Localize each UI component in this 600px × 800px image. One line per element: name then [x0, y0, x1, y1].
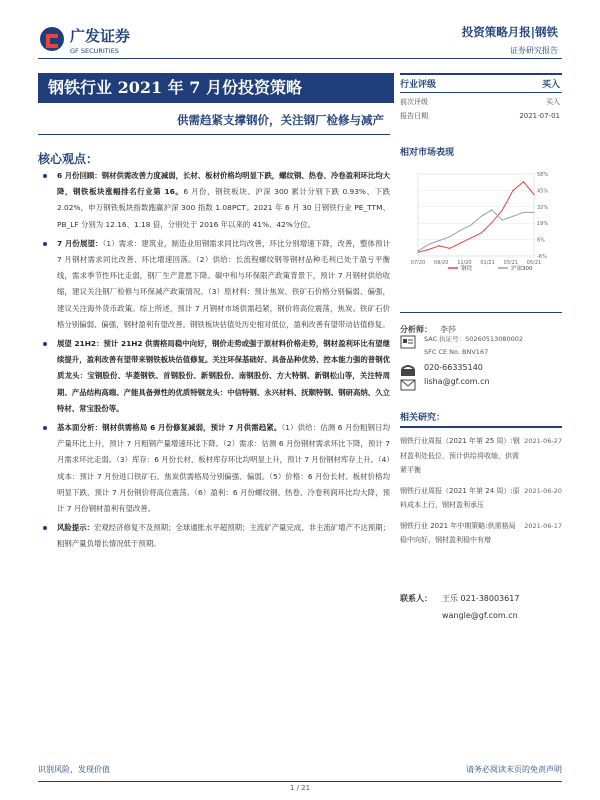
x-tick-label: 05/21: [526, 260, 542, 266]
report-series: 投资策略月报|钢铁: [461, 25, 558, 39]
related-item-text: 钢铁行业周报（2021 年第 25 周）:钢材盈利处低位，预计供给将收缩，供需紧平衡: [400, 437, 520, 474]
related-item[interactable]: [400, 434, 562, 478]
bullet-text: 宏观经济修复不及预期；全球通胀水平超预期；主流矿产量完成、非主流矿增产不达预期；粗钢产量负增长情况低于预期。: [57, 523, 390, 549]
report-subtitle: 供需趋紧支撑钢价，关注钢厂检修与减产: [177, 113, 384, 127]
report-date-value: 2021-07-01: [519, 112, 560, 120]
y-tick-label: 45%: [537, 188, 549, 195]
prev-rating-row: [400, 95, 562, 109]
data-point: [428, 249, 429, 250]
analyst-phone: 020-66335140: [424, 363, 483, 372]
y-tick-label: 32%: [537, 204, 549, 211]
data-point: [460, 230, 461, 231]
rating-details: [400, 95, 562, 123]
contact-email[interactable]: wangle@gf.com.cn: [442, 611, 518, 620]
data-point: [481, 216, 482, 217]
bullet-text: 6 月份，钢铁板块、沪深 300 累计分别下跌 0.93%、下跌 2.02%，申万钢铁板块指数跑赢沪深 300 指数 1.08PCT。2021 年 6 月 30 日钢铁行业 PE_TTM、PB_LF 分别为 12.16、1.18 倍，分别处于 2016 年以来的 41%、42%分位。: [57, 187, 390, 229]
x-tick-label: 09/20: [433, 260, 449, 266]
data-point: [470, 237, 471, 238]
data-point: [438, 240, 439, 241]
y-tick-label: -6%: [537, 254, 547, 260]
data-point: [417, 252, 418, 253]
data-point: [533, 212, 534, 213]
bullet-item: [38, 336, 390, 417]
analyst-email[interactable]: lisha@gf.com.cn: [424, 377, 490, 386]
related-item-date: 2021-06-17: [524, 521, 562, 530]
related-section: [400, 410, 562, 548]
legend-label: 钢铁: [461, 266, 473, 272]
data-point: [417, 250, 418, 251]
footer-disclaimer: 请务必阅读末页的免责声明: [466, 765, 562, 774]
data-point: [502, 220, 503, 221]
bullet-bold: 7 月份展望：: [57, 238, 103, 248]
bullet-item: [38, 236, 390, 333]
data-point: [491, 209, 492, 210]
footer-rule: [38, 781, 562, 782]
related-item-date: 2021-06-27: [524, 437, 562, 445]
related-item-text: 钢铁行业周报（2021 年第 24 周）:原料成本上行，钢材盈利承压: [400, 486, 520, 509]
rating-value: 买入: [541, 80, 560, 90]
y-tick-label: 19%: [537, 221, 549, 228]
data-point: [438, 245, 439, 246]
bullet-item: [38, 420, 390, 517]
data-point: [533, 194, 534, 195]
report-type: 证券研究报告: [510, 46, 558, 55]
y-tick-label: 6%: [537, 237, 545, 244]
bullet-item: [38, 520, 390, 552]
data-point: [523, 181, 524, 182]
brand-cn: 广发证券: [70, 27, 131, 45]
x-tick-label: 01/21: [480, 260, 495, 266]
core-views-list: [38, 168, 390, 553]
market-title: 相对市场表现: [400, 148, 455, 158]
related-item[interactable]: [400, 519, 562, 548]
x-tick-label: 07/20: [410, 260, 426, 266]
phone-icon: [400, 362, 422, 376]
rating-label: 行业评级: [400, 80, 437, 90]
data-point: [428, 244, 429, 245]
series-line: [418, 210, 534, 251]
title-rule: [38, 134, 390, 135]
related-item-date: 2021-06-20: [524, 486, 562, 495]
y-tick-label: 58%: [537, 172, 549, 178]
header-right: [462, 24, 558, 56]
x-tick-label: 11/20: [457, 260, 472, 266]
data-point: [512, 216, 513, 217]
analyst-name: 李莎: [440, 325, 456, 334]
related-rule: [400, 426, 562, 428]
sfc-id: SFC CE No. BNV167: [424, 348, 489, 356]
data-point: [481, 232, 482, 233]
relative-performance-chart: [408, 168, 558, 272]
report-title: 钢铁行业 2021 年 7 月份投资策略: [38, 73, 394, 103]
data-point: [460, 243, 461, 244]
data-point: [449, 248, 450, 249]
related-title: 相关研究：: [400, 413, 446, 423]
report-date-row: [400, 109, 562, 123]
data-point: [470, 225, 471, 226]
related-item-text: 钢铁行业 2021 年中期策略:供需格局稳中向好，钢材盈利稳中有增: [400, 521, 516, 544]
prev-rating-value: 买入: [546, 98, 560, 106]
bullet-bold: 展望 21H2：预计 21H2 供需格局稳中向好，钢价走势或强于原材料价格走势，钢材盈利环比有望继续提升，盈利改善有望带来钢铁板块估值修复。关注环保基础好、具备品种优势、控本能力强的普钢优质龙头：宝钢股份、华菱钢铁、首钢股份、新钢股份、南钢股份、方大特钢、新钢松山等，关注特周期、产品结构高端、产能具备弹性的优质特钢龙头：中信特钢、永兴材料、抚顺特钢、钢研高纳、久立特材、常宝股份等。: [57, 339, 390, 413]
data-point: [449, 236, 450, 237]
email-icon: [400, 377, 422, 391]
report-date-label: 报告日期: [400, 112, 428, 120]
x-tick-label: 03/21: [503, 260, 519, 266]
prev-rating-label: 前次评级: [400, 98, 428, 106]
bullet-text: （1）需求：建筑业，制造业用钢需求同比均改善，环比分别增速下降，改善，整体预计 7 月钢材需求同比改善、环比增速回落。（2）供给：长流程螺纹钢等钢材品种毛利已处于盈亏平衡线，需求季节性环比走弱，钢厂生产意愿下降。碳中和与环保限产政策背景下，预计 7 月钢材供给收缩，建议关注钢厂检修与环保减产政策情况。（3）原材料：预计焦炭、铁矿石价格分别偏弱、偏强，建议关注海外货币政策。综上所述，预计 7 月钢材市场供需趋紧，钢价将高位震荡，焦炭、铁矿石价格分别偏弱、偏强，钢材盈利有望改善。钢铁板块估值处历史相对低位，盈利改善有望带动估值修复。: [57, 238, 390, 329]
data-point: [523, 212, 524, 213]
data-point: [502, 209, 503, 210]
bullet-bold: 6 月份回顾：钢材供需改善力度减弱，长材、板材价格均明显下跌，螺纹钢、热卷、冷卷盈利环比均大降，钢铁板块涨幅排名行业第 16。: [57, 171, 390, 197]
bullet-item: [38, 168, 390, 233]
page-number: 1 / 21: [289, 784, 311, 792]
bullet-bold: 风险提示：: [57, 523, 94, 533]
market-section: [400, 145, 562, 158]
rating-bar: [400, 73, 562, 93]
header-rule: [38, 58, 562, 59]
brand-en: GF SECURITIES: [70, 47, 119, 55]
bullet-bold: 基本面分析：钢材供需格局 6 月份修复减弱，预计 7 月供需趋紧。: [57, 423, 282, 433]
core-views-heading: 核心观点：: [38, 152, 99, 166]
data-point: [512, 190, 513, 191]
contact-label: 联系人：: [400, 594, 432, 603]
related-item[interactable]: [400, 484, 562, 513]
id-card-icon: [400, 334, 422, 348]
analyst-label: 分析师：: [400, 325, 432, 334]
gf-logo-mark: [38, 20, 158, 60]
footer-slogan: 识别风险，发现价值: [38, 765, 110, 774]
bullet-text: （1）供给：估测 6 月份粗钢日均产量环比上升，预计 7 月粗钢产量增速环比下降。（2）需求：估测 6 月份钢材需求环比下降，预计 7 月需求环比走弱。（3）库存：6 月份长材、板材库存环比均明显上升，预计 7 月份钢材库存上升。（4）成本：预计 7 月份进口铁矿石、焦炭供需格局分别偏强、偏弱。（5）价格：6 月份长材、板材价格均明显下跌，预计 7 月份钢价将高位震荡。（6）盈利：6 月份螺纹钢、热卷、冷卷利润环比均大降，预计 7 月份钢材盈利有望改善。: [57, 423, 390, 514]
sac-id: SAC 执证号：S0260513080002: [424, 335, 524, 343]
gf-logo: [38, 20, 158, 60]
legend-label: 沪深300: [511, 266, 533, 272]
contact-name-phone: 王乐 021-38003617: [442, 594, 520, 603]
analyst-rule: [400, 312, 562, 313]
data-point: [491, 222, 492, 223]
